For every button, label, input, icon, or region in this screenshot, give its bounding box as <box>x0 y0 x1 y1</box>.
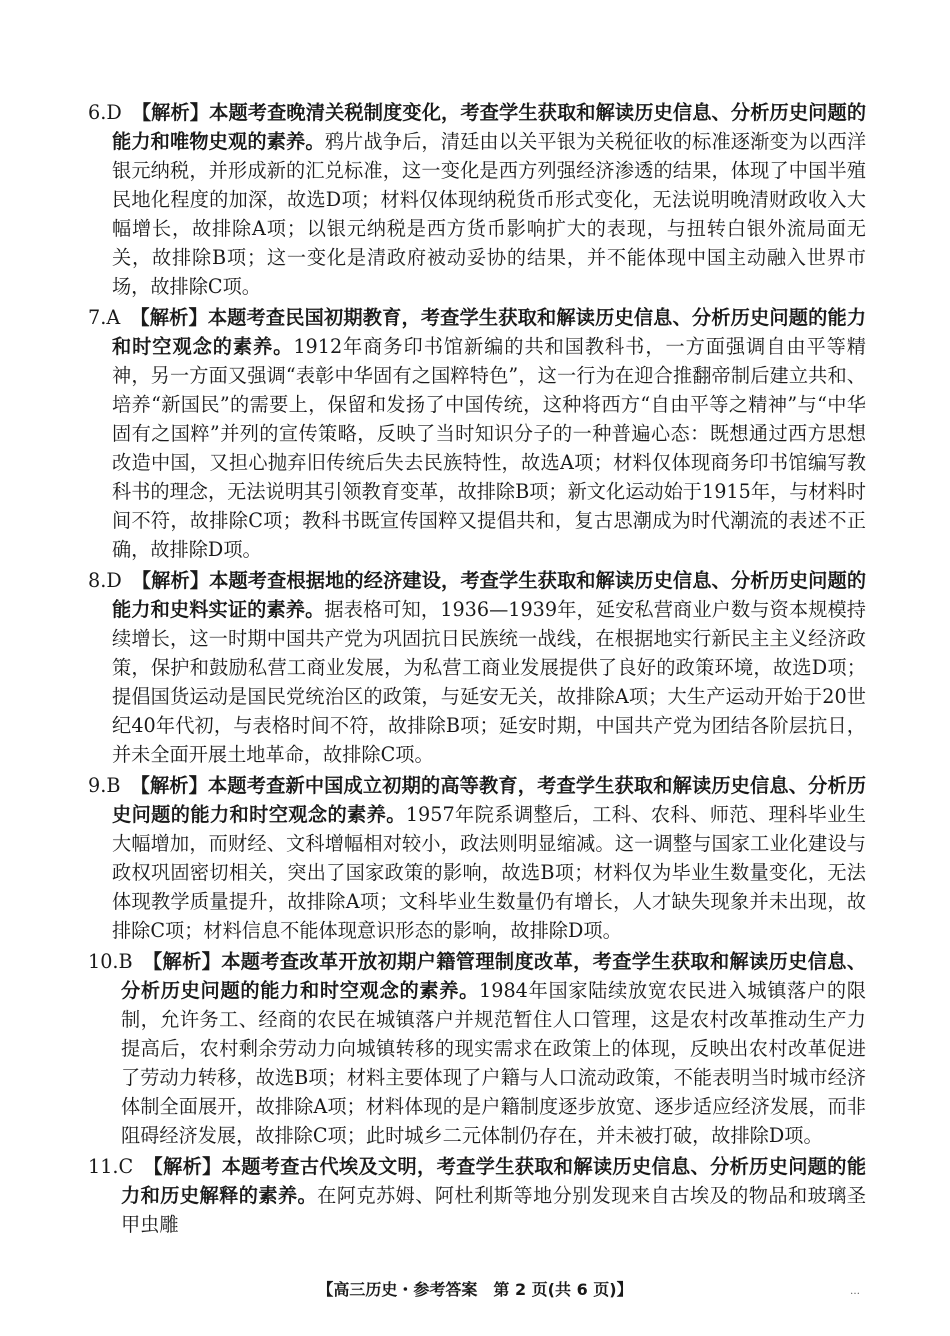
analysis-tag: 【解析】 <box>142 950 222 973</box>
item-answer: D <box>106 569 122 592</box>
analysis-lead: 本题考查新中国成立初期的高等教育，考查学生获取和解读历史信息、分析历史问题的能力和时空观念的素养。 <box>112 774 867 826</box>
analysis-body: 鸦片战争后，清廷由以关平银为关税征收的标准逐渐变为以西洋银元纳税，并形成新的汇兑标准，这一变化是西方列强经济渗透的结果，体现了中国半殖民地化程度的加深，故选D项；材料仅体现纳税货币形式变化，无法说明晚清财政收入大幅增长，故排除A项；以银元纳税是西方货币影响扩大的表现，与扭转白银外流局面无关，故排除B项；这一变化是清政府被动妥协的结果，并不能体现中国主动融入世界市场，故排除C项。 <box>112 130 867 298</box>
answer-item-11 <box>88 1152 866 1239</box>
item-number: 7. <box>88 306 107 329</box>
analysis-body: 据表格可知，1936—1939年，延安私营商业户数与资本规模持续增长，这一时期中国共产党为巩固抗日民族统一战线，在根据地实行新民主主义经济政策，保护和鼓励私营工商业发展，为私营工商业发展提供了良好的政策环境，故选D项；提倡国货运动是国民党统治区的政策，与延安无关，故排除A项；大生产运动开始于20世纪40年代初，与表格时间不符，故排除B项；延安时期，中国共产党为团结各阶层抗日，并未全面开展土地革命，故排除C项。 <box>112 598 866 766</box>
corner-mark: … <box>850 1286 860 1297</box>
analysis-body: 1912年商务印书馆新编的共和国教科书，一方面强调自由平等精神，另一方面又强调“表彰中华固有之国粹特色”，这一行为在迎合推翻帝制后建立共和、培养“新国民”的需要上，保留和发扬了中国传统，这种将西方“自由平等之精神”与“中华固有之国粹”并列的宣传策略，反映了当时知识分子的一种普遍心态：既想通过西方思想改造中国，又担心抛弃旧传统后失去民族特性，故选A项；材料仅体现商务印书馆编写教科书的理念，无法说明其引领教育变革，故排除B项；新文化运动始于1915年，与材料时间不符，故排除C项；教科书既宣传国粹又提倡共和，复古思潮成为时代潮流的表述不正确，故排除D项。 <box>112 335 866 561</box>
analysis-tag: 【解析】 <box>131 569 210 592</box>
item-number: 11. <box>88 1155 119 1178</box>
analysis-tag: 【解析】 <box>143 1155 222 1178</box>
analysis-lead: 本题考查改革开放初期户籍管理制度改革，考查学生获取和解读历史信息、分析历史问题的能力和时空观念的素养。 <box>121 950 867 1002</box>
item-number: 8. <box>88 569 107 592</box>
item-answer: D <box>106 101 122 124</box>
answer-list <box>88 98 866 1241</box>
analysis-body: 1957年院系调整后，工科、农科、师范、理科毕业生大幅增加，而财经、文科增幅相对较小，政法则明显缩减。这一调整与国家工业化建设与政权巩固密切相关，突出了国家政策的影响，故选B项；材料仅为毕业生数量变化，无法体现教学质量提升，故排除A项；文科毕业生数量仍有增长，人才缺失现象并未出现，故排除C项；材料信息不能体现意识形态的影响，故排除D项。 <box>112 803 866 942</box>
analysis-body: 1984年国家陆续放宽农民进入城镇落户的限制，允许务工、经商的农民在城镇落户并规范暂住人口管理，这是农村改革推动生产力提高后，农村剩余劳动力向城镇转移的现实需求在政策上的体现，反映出农村改革促进了劳动力转移，故选B项；材料主要体现了户籍与人口流动政策，不能表明当时城市经济体制全面展开，故排除A项；材料体现的是户籍制度逐步放宽、逐步适应经济发展，而非阻碍经济发展，故排除C项；此时城乡二元体制仍存在，并未被打破，故排除D项。 <box>121 979 866 1147</box>
item-answer: C <box>118 1155 134 1178</box>
analysis-body: 在阿克苏姆、阿杜利斯等地分别发现来自古埃及的物品和玻璃圣甲虫雕 <box>121 1184 867 1236</box>
analysis-tag: 【解析】 <box>130 774 209 797</box>
answer-item-6 <box>88 98 866 301</box>
answer-item-7 <box>88 303 866 564</box>
item-number: 9. <box>88 774 107 797</box>
answer-item-10 <box>88 947 866 1150</box>
analysis-lead: 本题考查晚清关税制度变化，考查学生获取和解读历史信息、分析历史问题的能力和唯物史观的素养。 <box>112 101 867 153</box>
item-answer: A <box>106 306 121 329</box>
answer-item-9 <box>88 771 866 945</box>
analysis-lead: 本题考查古代埃及文明，考查学生获取和解读历史信息、分析历史问题的能力和历史解释的素养。 <box>121 1155 867 1207</box>
item-number: 6. <box>88 101 107 124</box>
page-footer: 【高三历史・参考答案 第 2 页(共 6 页)】 <box>317 1280 633 1299</box>
item-answer: B <box>106 774 121 797</box>
item-answer: B <box>118 950 133 973</box>
answer-item-8 <box>88 566 866 769</box>
item-number: 10. <box>88 950 119 973</box>
analysis-lead: 本题考查根据地的经济建设，考查学生获取和解读历史信息、分析历史问题的能力和史料实证的素养。 <box>112 569 867 621</box>
analysis-tag: 【解析】 <box>130 306 208 329</box>
analysis-tag: 【解析】 <box>131 101 210 124</box>
analysis-lead: 本题考查民国初期教育，考查学生获取和解读历史信息、分析历史问题的能力和时空观念的素养。 <box>112 306 867 358</box>
